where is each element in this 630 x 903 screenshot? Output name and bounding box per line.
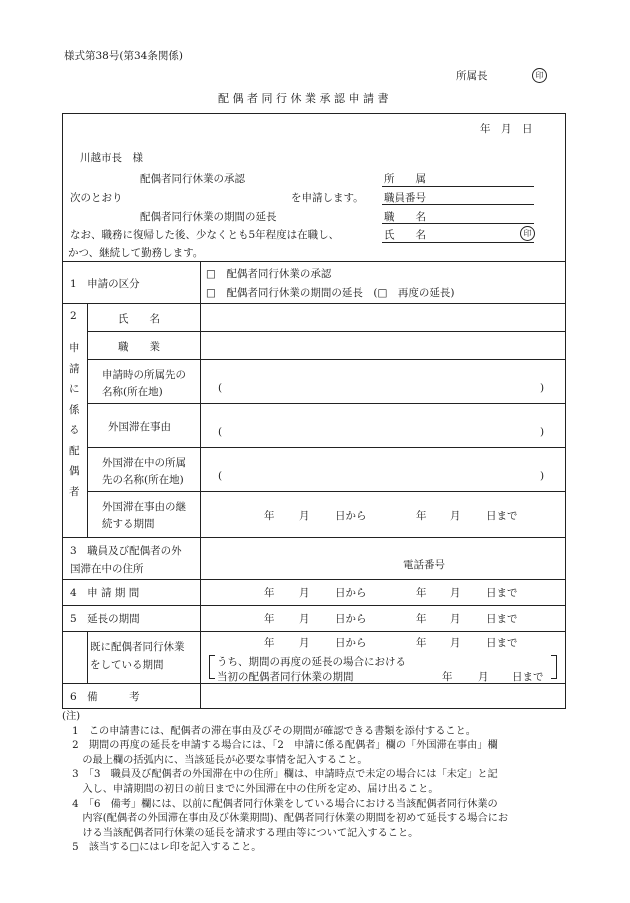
note-line: ける当該配偶者同行休業の延長を請求する理由等について記入すること。: [62, 827, 419, 839]
note-line: 入し、申請期間の初日の前日までに外国滞在中の住所を定め、届け出ること。: [62, 783, 439, 795]
spouse-occupation-label: 職 業: [118, 341, 160, 353]
paren-open: (: [218, 470, 223, 482]
rule: [87, 631, 88, 683]
bracket-open: [209, 655, 215, 679]
applicant-name-label: 氏 名: [384, 229, 426, 241]
apply-suffix: を申請します。: [291, 192, 364, 204]
note-line: 5 該当する□にはレ印を記入すること。: [62, 842, 262, 854]
foreign-affiliation-label-2: 先の名称(所在地): [102, 474, 184, 486]
applicant-employee-no-line[interactable]: [382, 204, 534, 205]
spouse-name-label: 氏 名: [118, 313, 160, 325]
section4-label: 4 申 請 期 間: [70, 587, 140, 599]
addressee: 川越市長 様: [80, 152, 143, 164]
seal-icon: 印: [520, 226, 535, 241]
spouse-affiliation-label-2: 名称(所在地): [102, 386, 163, 398]
pledge-line-2: かつ、継続して勤務します。: [68, 247, 204, 259]
paren-open: (: [218, 382, 223, 394]
already-on-leave-label-2: をしている期間: [90, 659, 164, 671]
affiliation-head-label: 所属長: [456, 70, 488, 82]
rule: [62, 579, 566, 580]
next-as-follows: 次のとおり: [70, 192, 123, 204]
note-line: 4 「6 備考」欄には、以前に配偶者同行休業をしている場合における当該配偶者同行休業の: [62, 798, 498, 810]
applicant-employee-no-label: 職員番号: [384, 192, 426, 204]
option-approval-label: 配偶者同行休業の承認: [140, 173, 245, 185]
applicant-position-line[interactable]: [382, 223, 534, 224]
bracket-close: [551, 655, 557, 679]
rule: [62, 303, 566, 304]
paren-close: ): [540, 470, 545, 482]
applicant-affiliation-label: 所 属: [384, 173, 426, 185]
rule: [62, 605, 566, 606]
spouse-affiliation-label-1: 申請時の所属先の: [102, 369, 186, 381]
section2-number: 2: [70, 310, 77, 322]
page-title: 配偶者同行休業承認申請書: [218, 92, 392, 105]
notes: [62, 710, 572, 856]
note-line: の最上欄の括弧内に、当該延長が必要な事情を記入すること。: [62, 754, 368, 766]
rule: [87, 359, 566, 360]
paren-close: ): [540, 426, 545, 438]
rule: [87, 447, 566, 448]
rule: [87, 403, 566, 404]
checkbox-approval[interactable]: □ 配偶者同行休業の承認: [206, 268, 332, 280]
option-extension-label: 配偶者同行休業の期間の延長: [140, 211, 277, 223]
note-line: 1 この申請書には、配偶者の滞在事由及びその期間が確認できる書類を添付すること。: [62, 725, 476, 737]
rule: [62, 537, 566, 538]
paren-close: ): [540, 382, 545, 394]
section6-label: 6 備 考: [70, 691, 140, 703]
section3-label-1: 3 職員及び配偶者の外: [70, 545, 182, 557]
checkbox-extension[interactable]: □ 配偶者同行休業の期間の延長 (□ 再度の延長): [206, 287, 455, 299]
applicant-name-line[interactable]: [382, 242, 534, 243]
notes-heading: (注): [62, 711, 81, 722]
note-line: 内容(配偶者の外国滞在事由及び休業期間)、配偶者同行休業の期間を初めて延長する場合にお: [62, 813, 509, 825]
rule: [87, 303, 88, 537]
date-field[interactable]: 年 月 日: [480, 123, 533, 135]
rule: [87, 491, 566, 492]
form-number: 様式第38号(第34条関係): [64, 50, 183, 62]
applicant-seal: [520, 226, 535, 241]
stay-period-label-2: 続する期間: [102, 518, 155, 530]
section5-label: 5 延長の期間: [70, 613, 140, 625]
stay-period-label-1: 外国滞在事由の継: [102, 501, 186, 513]
pledge-line-1: なお、職務に復帰した後、少なくとも5年程度は在職し、: [70, 229, 340, 241]
rule: [62, 261, 566, 262]
rule: [87, 331, 566, 332]
already-on-leave-label-1: 既に配偶者同行休業: [90, 641, 185, 653]
foreign-affiliation-label-1: 外国滞在中の所属: [102, 457, 186, 469]
foreign-stay-reason-label: 外国滞在事由: [108, 421, 171, 433]
section2-vertical-label: 申 請 に 係 る 配 偶 者: [69, 342, 80, 498]
rule: [62, 631, 566, 632]
seal-icon: 印: [532, 68, 547, 83]
paren-open: (: [218, 426, 223, 438]
section1-label: 1 申請の区分: [70, 278, 140, 290]
applicant-position-label: 職 名: [384, 211, 426, 223]
section3-label-2: 国滞在中の住所: [70, 563, 144, 575]
bracket-text-1: うち、期間の再度の延長の場合における: [217, 656, 406, 668]
note-line: 3 「3 職員及び配偶者の外国滞在中の住所」欄は、申請時点で未定の場合には「未定」と記: [62, 769, 498, 781]
phone-label: 電話番号: [403, 559, 445, 571]
rule: [200, 261, 201, 709]
bracket-text-2: 当初の配偶者同行休業の期間: [217, 671, 354, 683]
applicant-affiliation-line[interactable]: [382, 186, 534, 187]
note-line: 2 期間の再度の延長を申請する場合には、「2 申請に係る配偶者」欄の「外国滞在事由」欄: [62, 740, 498, 752]
affiliation-head-seal: [532, 68, 547, 83]
